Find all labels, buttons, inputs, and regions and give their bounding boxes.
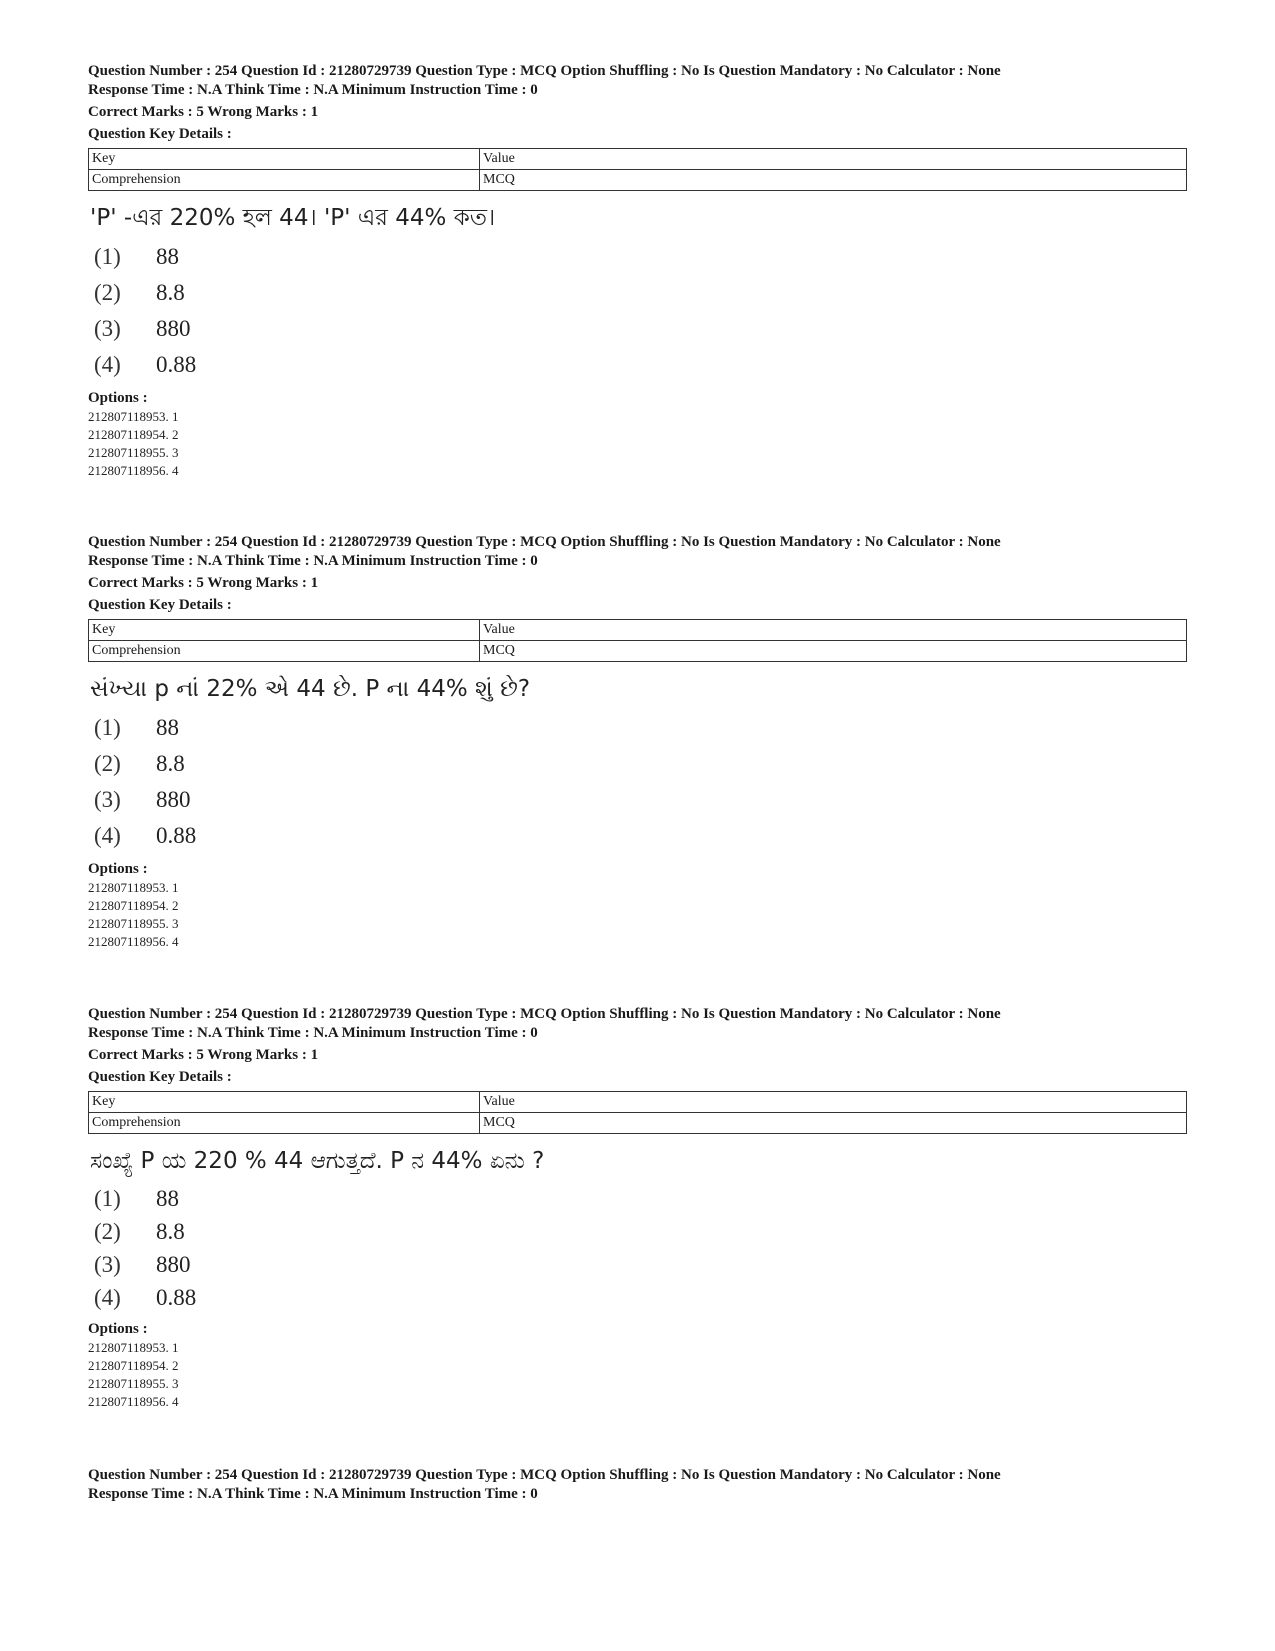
table-header-row xyxy=(89,620,1187,641)
question-block-2 xyxy=(88,533,1188,951)
option-value: 88 xyxy=(156,715,179,740)
option-id: 212807118953. 1 xyxy=(88,880,179,895)
option-value: 0.88 xyxy=(156,1285,197,1310)
question-meta-line2: Response Time : N.A Think Time : N.A Minimum Instruction Time : 0 xyxy=(88,553,538,569)
option-id: 212807118954. 2 xyxy=(88,1358,179,1373)
question-meta-line1: Question Number : 254 Question Id : 21280729739 Question Type : MCQ Option Shuffling : No Is Question Mandatory : No Calculator : None xyxy=(88,1006,1001,1022)
table-row xyxy=(89,641,1187,662)
table-value-cell: MCQ xyxy=(480,1113,1187,1134)
option-id: 212807118954. 2 xyxy=(88,427,179,442)
option-id: 212807118956. 4 xyxy=(88,934,179,949)
question-block-3 xyxy=(88,1005,1188,1411)
option-value: 88 xyxy=(156,1186,179,1211)
question-block-4-header xyxy=(88,1466,1188,1504)
option-number: (2) xyxy=(94,280,121,305)
option-number: (3) xyxy=(94,787,121,812)
option-number: (1) xyxy=(94,1186,121,1211)
key-details-label: Question Key Details : xyxy=(88,1069,232,1085)
option-value: 880 xyxy=(156,1252,191,1277)
options-label: Options : xyxy=(88,390,148,406)
question-meta-line2: Response Time : N.A Think Time : N.A Minimum Instruction Time : 0 xyxy=(88,1025,538,1041)
table-key-cell: Comprehension xyxy=(89,641,480,662)
option-id: 212807118956. 4 xyxy=(88,1394,179,1409)
answer-options xyxy=(94,710,1188,854)
answer-option xyxy=(94,347,1188,383)
question-block-1 xyxy=(88,62,1188,480)
key-details-label: Question Key Details : xyxy=(88,126,232,142)
option-id: 212807118953. 1 xyxy=(88,409,179,424)
option-value: 8.8 xyxy=(156,1219,185,1244)
answer-option xyxy=(94,1248,1188,1281)
option-value: 8.8 xyxy=(156,751,185,776)
option-number: (3) xyxy=(94,1252,121,1277)
question-meta-line2: Response Time : N.A Think Time : N.A Minimum Instruction Time : 0 xyxy=(88,82,538,98)
option-number: (3) xyxy=(94,316,121,341)
question-meta-line1: Question Number : 254 Question Id : 21280729739 Question Type : MCQ Option Shuffling : No Is Question Mandatory : No Calculator : None xyxy=(88,1467,1001,1483)
table-value-cell: MCQ xyxy=(480,170,1187,191)
answer-option xyxy=(94,746,1188,782)
options-label: Options : xyxy=(88,1321,148,1337)
option-id: 212807118954. 2 xyxy=(88,898,179,913)
table-value-header: Value xyxy=(480,1092,1187,1113)
answer-options xyxy=(94,1182,1188,1314)
question-text: 'P' -এর 220% হল 44। 'P' এর 44% কত। xyxy=(90,205,496,231)
option-id: 212807118953. 1 xyxy=(88,1340,179,1355)
marks-line: Correct Marks : 5 Wrong Marks : 1 xyxy=(88,104,319,120)
table-value-header: Value xyxy=(480,149,1187,170)
option-value: 0.88 xyxy=(156,352,197,377)
option-number: (4) xyxy=(94,823,121,848)
table-key-header: Key xyxy=(89,1092,480,1113)
option-number: (1) xyxy=(94,244,121,269)
table-value-header: Value xyxy=(480,620,1187,641)
option-id: 212807118956. 4 xyxy=(88,463,179,478)
answer-option xyxy=(94,710,1188,746)
option-number: (4) xyxy=(94,352,121,377)
question-text: સંખ્યા p નાં 22% એ 44 છે. P ના 44% શું છે? xyxy=(90,676,531,702)
table-row xyxy=(89,170,1187,191)
marks-line: Correct Marks : 5 Wrong Marks : 1 xyxy=(88,1047,319,1063)
option-value: 8.8 xyxy=(156,280,185,305)
answer-option xyxy=(94,818,1188,854)
answer-option xyxy=(94,311,1188,347)
key-details-label: Question Key Details : xyxy=(88,597,232,613)
question-text: ಸಂಖ್ಯೆ P ಯ 220 % 44 ಆಗುತ್ತದೆ. P ನ 44% ಏನು ? xyxy=(90,1148,545,1174)
table-key-header: Key xyxy=(89,620,480,641)
table-value-cell: MCQ xyxy=(480,641,1187,662)
option-value: 88 xyxy=(156,244,179,269)
option-number: (2) xyxy=(94,751,121,776)
table-key-cell: Comprehension xyxy=(89,1113,480,1134)
marks-line: Correct Marks : 5 Wrong Marks : 1 xyxy=(88,575,319,591)
option-id: 212807118955. 3 xyxy=(88,916,179,931)
question-meta-line1: Question Number : 254 Question Id : 21280729739 Question Type : MCQ Option Shuffling : No Is Question Mandatory : No Calculator : None xyxy=(88,534,1001,550)
answer-option xyxy=(94,275,1188,311)
option-number: (2) xyxy=(94,1219,121,1244)
table-header-row xyxy=(89,1092,1187,1113)
table-key-cell: Comprehension xyxy=(89,170,480,191)
option-id: 212807118955. 3 xyxy=(88,445,179,460)
option-value: 0.88 xyxy=(156,823,197,848)
option-number: (4) xyxy=(94,1285,121,1310)
key-details-table xyxy=(88,1091,1187,1134)
option-id: 212807118955. 3 xyxy=(88,1376,179,1391)
options-label: Options : xyxy=(88,861,148,877)
table-row xyxy=(89,1113,1187,1134)
question-meta-line1: Question Number : 254 Question Id : 21280729739 Question Type : MCQ Option Shuffling : No Is Question Mandatory : No Calculator : None xyxy=(88,63,1001,79)
answer-option xyxy=(94,1215,1188,1248)
answer-option xyxy=(94,1182,1188,1215)
option-value: 880 xyxy=(156,787,191,812)
answer-option xyxy=(94,782,1188,818)
table-key-header: Key xyxy=(89,149,480,170)
key-details-table xyxy=(88,148,1187,191)
key-details-table xyxy=(88,619,1187,662)
answer-option xyxy=(94,239,1188,275)
answer-options xyxy=(94,239,1188,383)
option-value: 880 xyxy=(156,316,191,341)
option-number: (1) xyxy=(94,715,121,740)
table-header-row xyxy=(89,149,1187,170)
answer-option xyxy=(94,1281,1188,1314)
question-meta-line2: Response Time : N.A Think Time : N.A Minimum Instruction Time : 0 xyxy=(88,1486,538,1502)
